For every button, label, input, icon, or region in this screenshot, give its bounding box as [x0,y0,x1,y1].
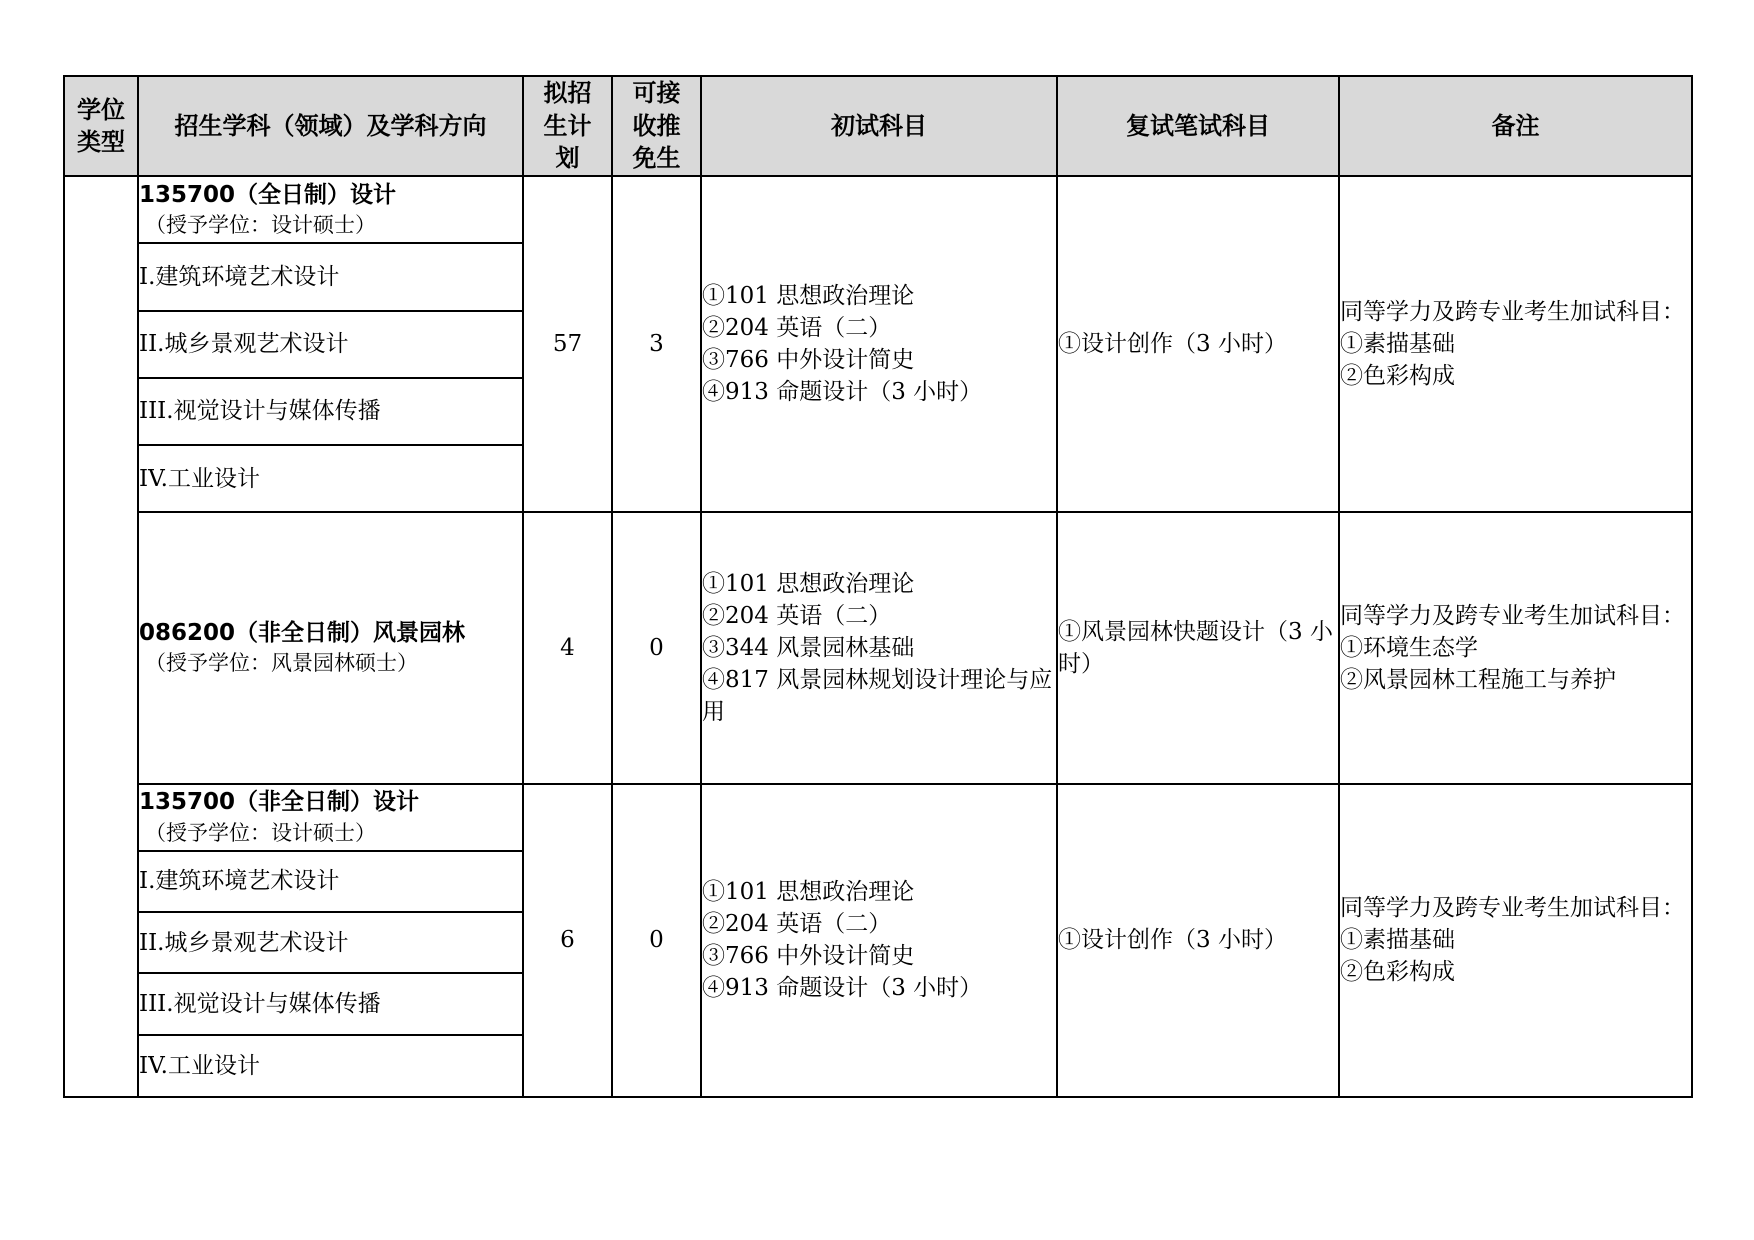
header-initial-exam: 初试科目 [701,76,1057,176]
direction-item: II.城乡景观艺术设计 [138,311,523,378]
remarks-cell [1339,176,1692,512]
exam-item: ①101 思想政治理论 [702,570,915,597]
remark-item: ②风景园林工程施工与养护 [1340,667,1616,694]
exam-cell [701,784,1057,1097]
retest-cell: ①设计创作（3 小时） [1057,784,1339,1097]
remark-item: ①环境生态学 [1340,634,1478,661]
exam-item: ①101 思想政治理论 [702,878,915,905]
remarks-cell [1339,512,1692,783]
direction-item: III.视觉设计与媒体传播 [138,973,523,1034]
exam-item: ②204 英语（二） [702,315,892,342]
direction-item: III.视觉设计与媒体传播 [138,378,523,445]
exam-cell [701,176,1057,512]
exam-item: ④817 风景园林规划设计理论与应用 [702,667,1053,726]
header-row [64,76,1692,176]
major-degree: （授予学位：风景园林硕士） [145,651,418,676]
remark-item: ①素描基础 [1340,927,1455,954]
table-row [64,176,1692,243]
major-degree: （授予学位：设计硕士） [145,213,376,238]
plan-cell: 6 [523,784,612,1097]
remark-item: ②色彩构成 [1340,363,1455,390]
admission-table [63,75,1693,1098]
exam-item: ④913 命题设计（3 小时） [702,975,983,1002]
major-title: 135700（非全日制）设计 [139,789,420,816]
major-title: 135700（全日制）设计 [139,181,397,208]
header-exempt: 可接收推免生 [612,76,701,176]
exam-item: ③766 中外设计简史 [702,943,915,970]
plan-cell: 57 [523,176,612,512]
header-plan: 拟招生计划 [523,76,612,176]
plan-cell: 4 [523,512,612,783]
exempt-cell: 3 [612,176,701,512]
remark-item: 同等学力及跨专业考生加试科目： [1340,602,1685,629]
header-retest: 复试笔试科目 [1057,76,1339,176]
major-title-cell [138,784,523,851]
major-title-cell [138,512,523,783]
exam-item: ②204 英语（二） [702,911,892,938]
exempt-cell: 0 [612,512,701,783]
exam-cell [701,512,1057,783]
exam-item: ①101 思想政治理论 [702,282,915,309]
degree-type-cell [64,176,138,1097]
remark-item: ②色彩构成 [1340,959,1455,986]
table-row [64,512,1692,783]
exam-item: ③344 风景园林基础 [702,634,915,661]
direction-item: I.建筑环境艺术设计 [138,851,523,912]
exempt-cell: 0 [612,784,701,1097]
exam-item: ②204 英语（二） [702,602,892,629]
direction-item: I.建筑环境艺术设计 [138,243,523,310]
header-major: 招生学科（领域）及学科方向 [138,76,523,176]
direction-item: II.城乡景观艺术设计 [138,912,523,973]
major-title-cell [138,176,523,243]
retest-cell: ①设计创作（3 小时） [1057,176,1339,512]
direction-item: IV.工业设计 [138,1035,523,1097]
remarks-cell [1339,784,1692,1097]
remark-item: ①素描基础 [1340,331,1455,358]
major-degree: （授予学位：设计硕士） [145,820,376,845]
retest-cell: ①风景园林快题设计（3 小时） [1057,512,1339,783]
exam-item: ③766 中外设计简史 [702,347,915,374]
major-title: 086200（非全日制）风景园林 [139,620,466,647]
table-row [64,784,1692,851]
header-degree-type: 学位类型 [64,76,138,176]
remark-item: 同等学力及跨专业考生加试科目： [1340,895,1685,921]
direction-item: IV.工业设计 [138,445,523,512]
remark-item: 同等学力及跨专业考生加试科目： [1340,298,1685,325]
header-remarks: 备注 [1339,76,1692,176]
exam-item: ④913 命题设计（3 小时） [702,379,983,406]
